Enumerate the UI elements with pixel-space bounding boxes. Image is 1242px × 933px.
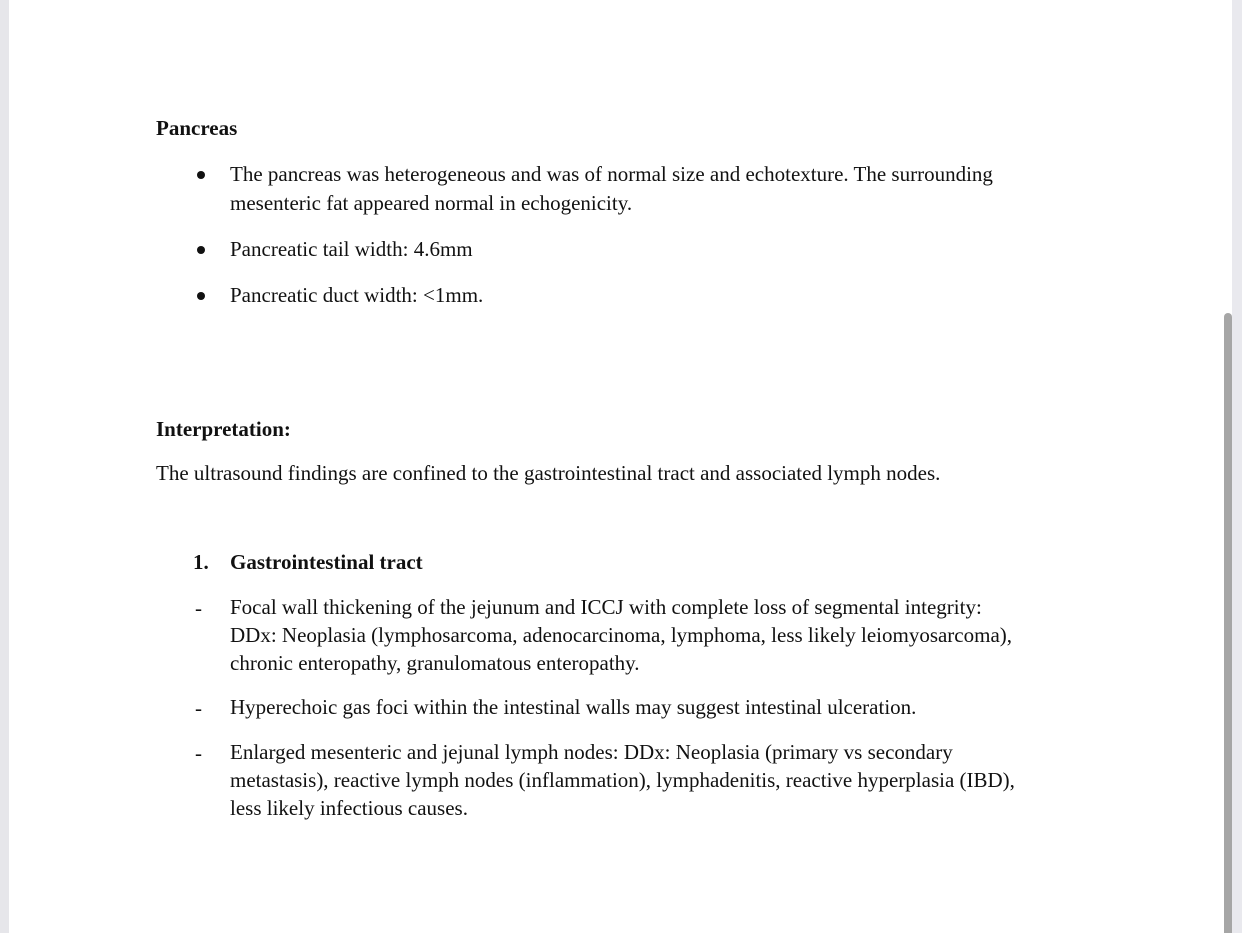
list-item-text: mesenteric fat appeared normal in echogenicity.: [230, 191, 633, 215]
interpretation-summary: The ultrasound findings are confined to the gastrointestinal tract and associated lymph nodes.: [156, 461, 941, 485]
dash-marker-icon: -: [195, 741, 202, 765]
list-item-text: Pancreatic duct width: <1mm.: [230, 283, 484, 307]
scrollbar-track[interactable]: [1232, 0, 1242, 933]
bullet-icon: [197, 171, 205, 179]
bullet-icon: [197, 246, 205, 254]
list-item-text: Pancreatic tail width: 4.6mm: [230, 237, 473, 261]
interpretation-heading: Interpretation:: [156, 417, 291, 441]
pancreas-heading: Pancreas: [156, 116, 238, 140]
list-item-text: metastasis), reactive lymph nodes (inflammation), lymphadenitis, reactive hyperplasia (IBD),: [230, 768, 1015, 792]
dash-marker-icon: -: [195, 596, 202, 620]
list-item-text: Focal wall thickening of the jejunum and ICCJ with complete loss of segmental integrity:: [230, 595, 982, 619]
list-item-text: chronic enteropathy, granulomatous enteropathy.: [230, 651, 640, 675]
bullet-icon: [197, 292, 205, 300]
list-item-text: Hyperechoic gas foci within the intestinal walls may suggest intestinal ulceration.: [230, 695, 917, 719]
list-item-text: The pancreas was heterogeneous and was of normal size and echotexture. The surrounding: [230, 162, 993, 186]
scrollbar-thumb[interactable]: [1224, 313, 1232, 933]
list-item-text: DDx: Neoplasia (lymphosarcoma, adenocarcinoma, lymphoma, less likely leiomyosarcoma),: [230, 623, 1013, 647]
dash-marker-icon: -: [195, 696, 202, 720]
section-number: 1.: [193, 550, 209, 574]
list-item-text: less likely infectious causes.: [230, 796, 468, 820]
document-page: [9, 0, 1232, 933]
section-title: Gastrointestinal tract: [230, 550, 423, 574]
list-item-text: Enlarged mesenteric and jejunal lymph nodes: DDx: Neoplasia (primary vs secondary: [230, 740, 953, 764]
